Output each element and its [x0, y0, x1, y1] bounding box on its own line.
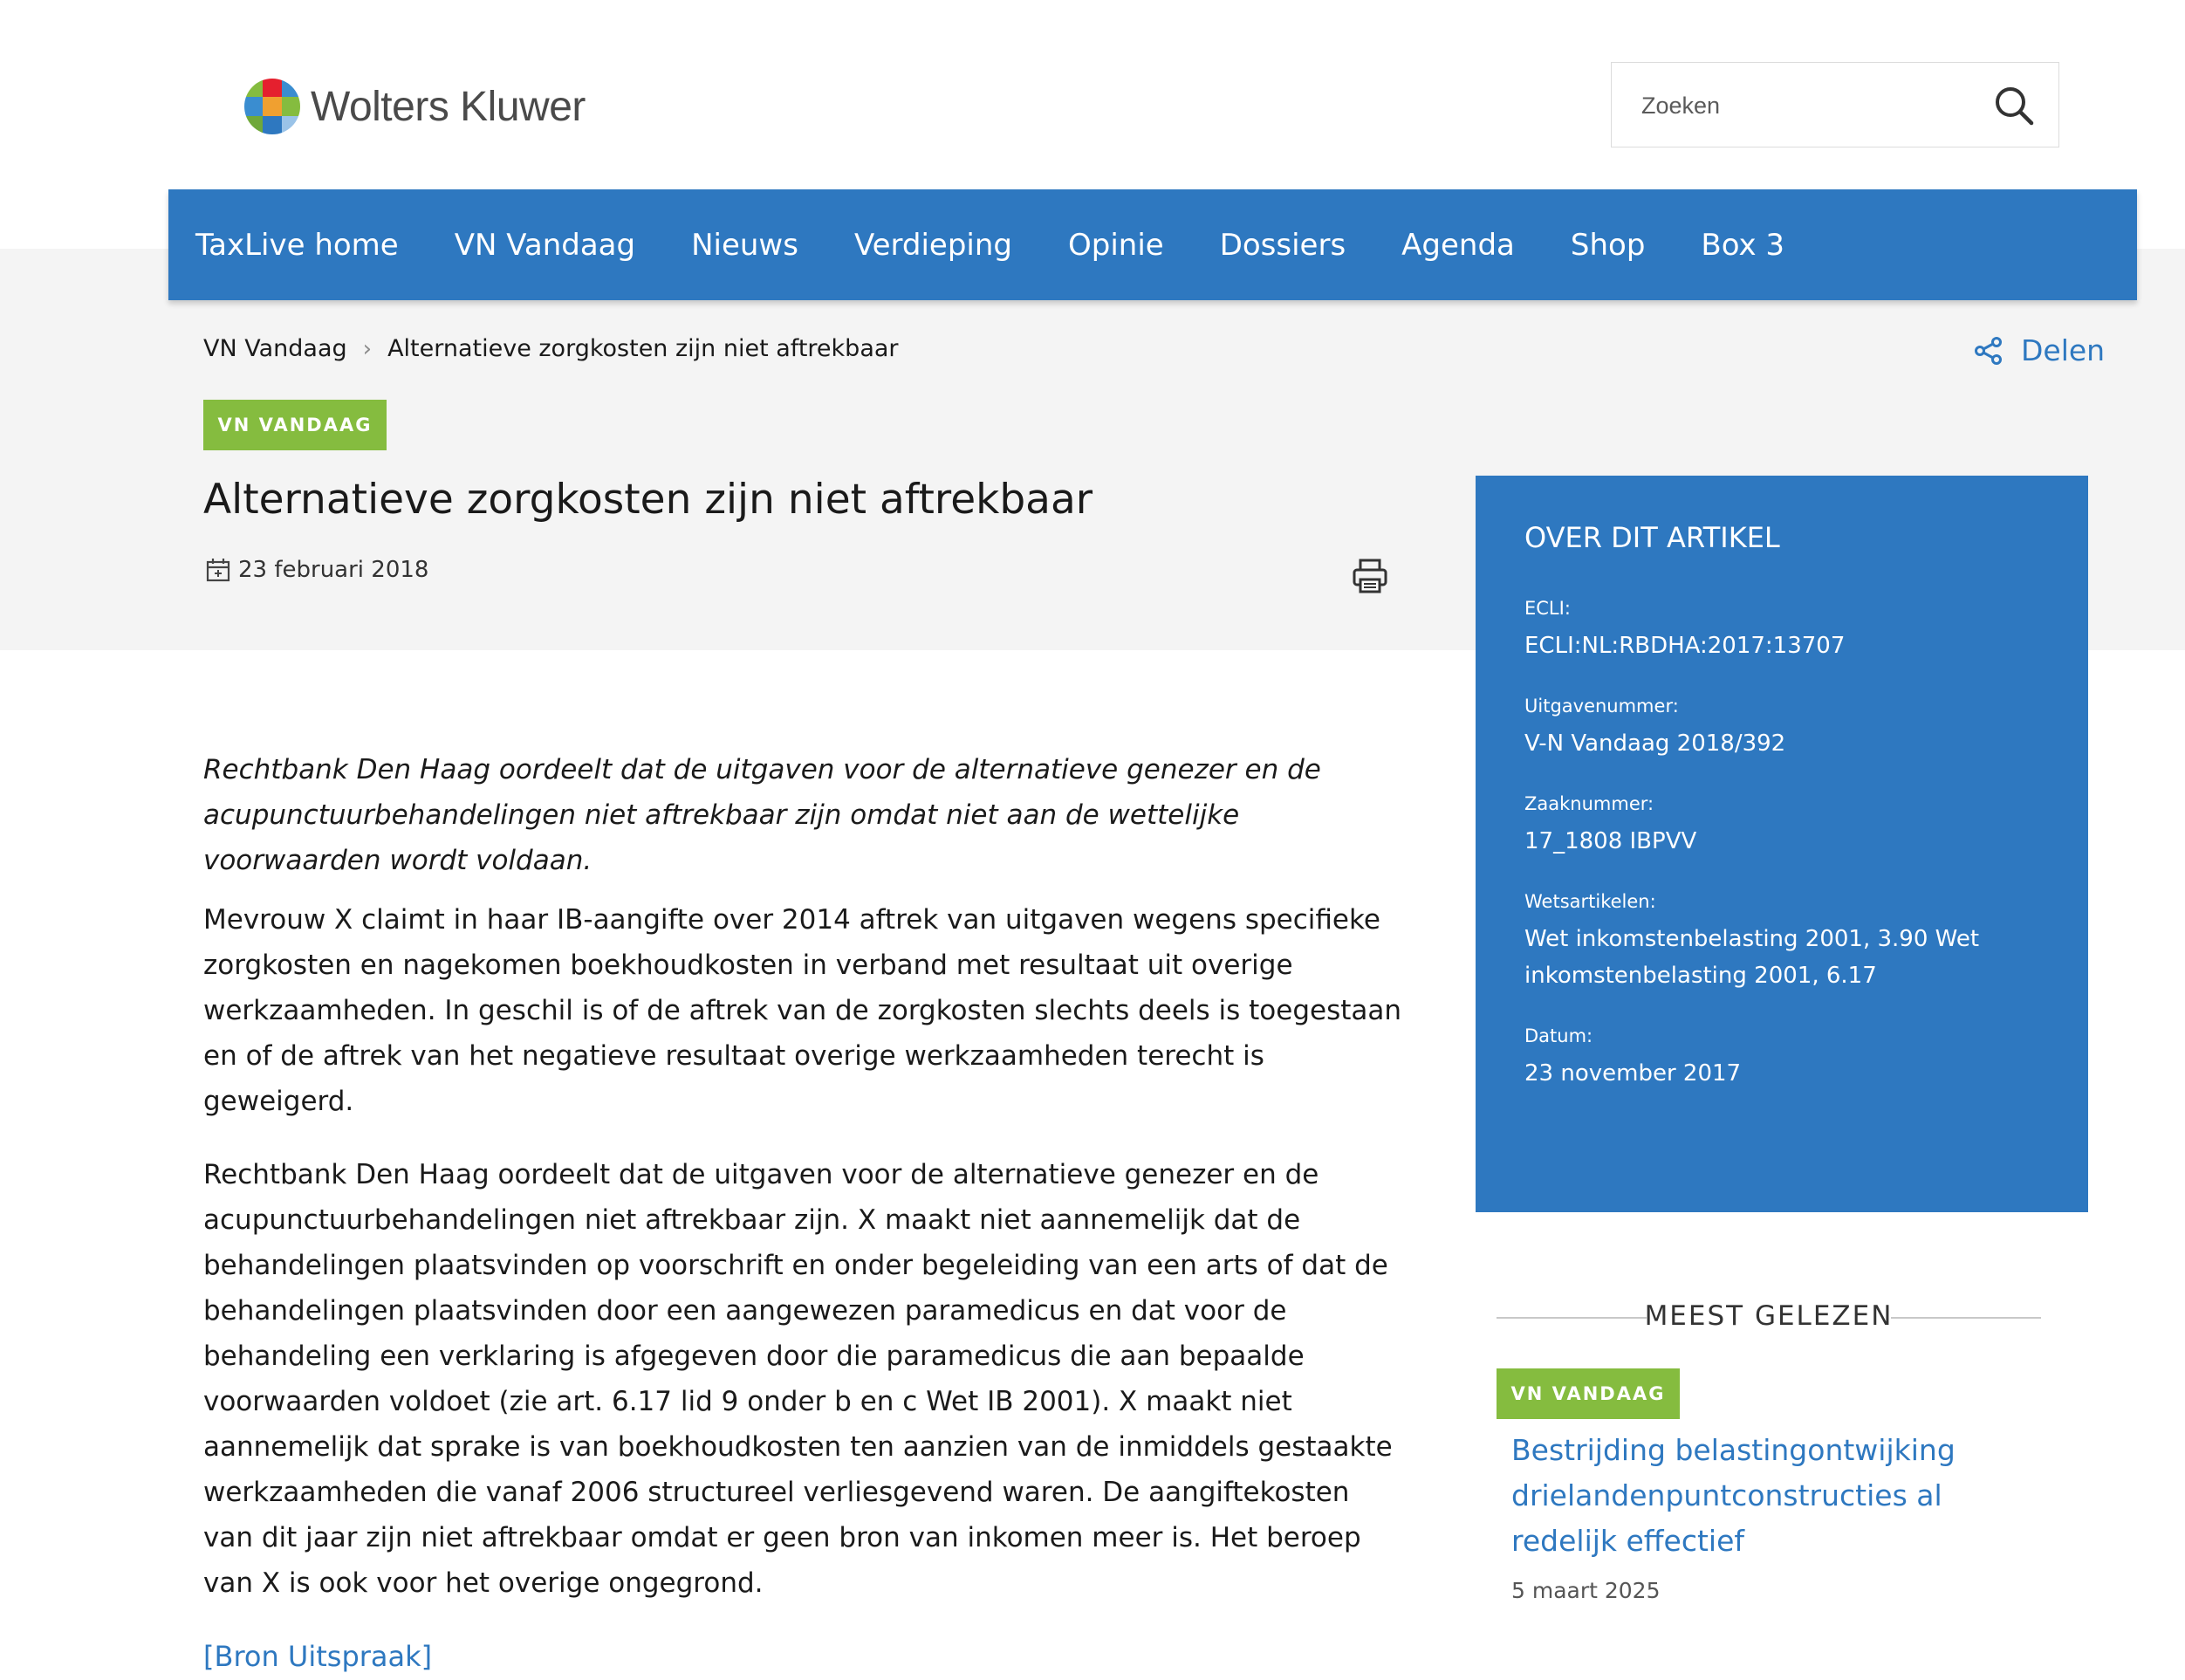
- category-tag[interactable]: VN VANDAAG: [203, 400, 387, 450]
- most-read-article-date: 5 maart 2025: [1511, 1578, 1661, 1603]
- nav-item-shop[interactable]: Shop: [1570, 227, 1646, 263]
- info-value: ECLI:NL:RBDHA:2017:13707: [1524, 633, 1846, 659]
- article-body: [203, 747, 1408, 1680]
- info-value: V-N Vandaag 2018/392: [1524, 730, 1786, 757]
- nav-item-dossiers[interactable]: Dossiers: [1219, 227, 1346, 263]
- share-button[interactable]: [1974, 333, 2105, 367]
- article-paragraph: Rechtbank Den Haag oordeelt dat de uitgaven voor de alternatieve genezer en de acupunctuurbehandelingen niet aftrekbaar zijn. X maakt niet aannemelijk dat de behandelingen plaatsvinden op voorschrift en onder begeleiding van een arts of dat de behandelingen plaatsvinden door een aangewezen paramedicus en dat voor de behandeling een verklaring is afgegeven door die paramedicus die aan bepaalde voorwaarden voldoet (zie art. 6.17 lid 9 onder b en c Wet IB 2001). X maakt niet aannemelijk dat sprake is van boekhoudkosten ten aanzien van de inmiddels gestaakte werkzaamheden die vanaf 2006 structureel verliesgevend waren. De aangiftekosten van dit jaar zijn niet aftrekbaar omdat er geen bron van inkomen meer is. Het beroep van X is ook voor het overige ongegrond.: [203, 1159, 1393, 1599]
- logo-text: Wolters Kluwer: [311, 83, 586, 130]
- nav-item-nieuws[interactable]: Nieuws: [691, 227, 798, 263]
- breadcrumb-parent-link[interactable]: VN Vandaag: [203, 335, 347, 362]
- share-icon: [1974, 336, 2003, 366]
- article-lead: Rechtbank Den Haag oordeelt dat de uitgaven voor de alternatieve genezer en de acupunctuurbehandelingen niet aftrekbaar zijn omdat niet aan de wettelijke voorwaarden wordt voldaan.: [203, 754, 1321, 876]
- info-row-wetsartikelen: [1524, 891, 2039, 994]
- info-row-ecli: [1524, 598, 2039, 664]
- info-box-title: OVER DIT ARTIKEL: [1524, 521, 1780, 554]
- info-row-uitgavenummer: [1524, 696, 2039, 762]
- search-icon: [1993, 85, 2035, 127]
- info-value: 17_1808 IBPVV: [1524, 828, 1697, 854]
- breadcrumb-current: Alternatieve zorgkosten zijn niet aftrekbaar: [387, 335, 899, 362]
- search-box: [1611, 62, 2059, 147]
- globe-logo-icon: [244, 79, 300, 134]
- info-row-zaaknummer: [1524, 793, 2039, 860]
- most-read-category-tag[interactable]: VN VANDAAG: [1497, 1368, 1680, 1419]
- nav-item-taxlive-home[interactable]: TaxLive home: [195, 227, 399, 263]
- printer-icon: [1351, 557, 1389, 595]
- most-read-article-link[interactable]: Bestrijding belastingontwijking drielandenpuntconstructies al redelijk effectief: [1511, 1433, 1956, 1558]
- info-label: Uitgavenummer:: [1524, 696, 1679, 717]
- info-label: Zaaknummer:: [1524, 793, 1654, 814]
- most-read-label: MEEST GELEZEN: [1644, 1300, 1894, 1332]
- print-button[interactable]: [1351, 557, 1389, 595]
- info-label: ECLI:: [1524, 598, 1571, 619]
- info-label: Wetsartikelen:: [1524, 891, 1656, 912]
- nav-item-verdieping[interactable]: Verdieping: [853, 227, 1012, 263]
- share-label: Delen: [2021, 333, 2106, 367]
- wolters-kluwer-logo[interactable]: [244, 79, 586, 134]
- search-button[interactable]: [1989, 80, 2039, 131]
- most-read-heading: [1497, 1300, 2041, 1335]
- info-row-datum: [1524, 1025, 2039, 1092]
- nav-item-opinie[interactable]: Opinie: [1067, 227, 1164, 263]
- info-value: 23 november 2017: [1524, 1060, 1742, 1087]
- nav-item-agenda[interactable]: Agenda: [1401, 227, 1515, 263]
- page-title: Alternatieve zorgkosten zijn niet aftrekbaar: [203, 476, 1093, 524]
- article-date: [205, 557, 428, 583]
- article-info-box: [1476, 476, 2088, 1212]
- source-link[interactable]: [Bron Uitspraak]: [203, 1640, 433, 1673]
- article-date-text: 23 februari 2018: [238, 557, 429, 583]
- chevron-right-icon: ›: [362, 335, 373, 362]
- main-navigation: [168, 189, 2137, 300]
- search-input[interactable]: [1640, 82, 1975, 129]
- info-value: Wet inkomstenbelasting 2001, 3.90 Wet inkomstenbelasting 2001, 6.17: [1524, 926, 1980, 989]
- article-paragraph: Mevrouw X claimt in haar IB-aangifte over 2014 aftrek van uitgaven wegens specifieke zorgkosten en nagekomen boekhoudkosten in verband met resultaat uit overige werkzaamheden. In geschil is of de aftrek van de zorgkosten slechts deels is toegestaan en of de aftrek van het negatieve resultaat overige werkzaamheden terecht is geweigerd.: [203, 904, 1402, 1117]
- nav-item-box-3[interactable]: Box 3: [1701, 227, 1785, 263]
- breadcrumb: [203, 335, 899, 362]
- calendar-icon: [205, 557, 231, 583]
- nav-item-vn-vandaag[interactable]: VN Vandaag: [454, 227, 636, 263]
- info-label: Datum:: [1524, 1025, 1593, 1046]
